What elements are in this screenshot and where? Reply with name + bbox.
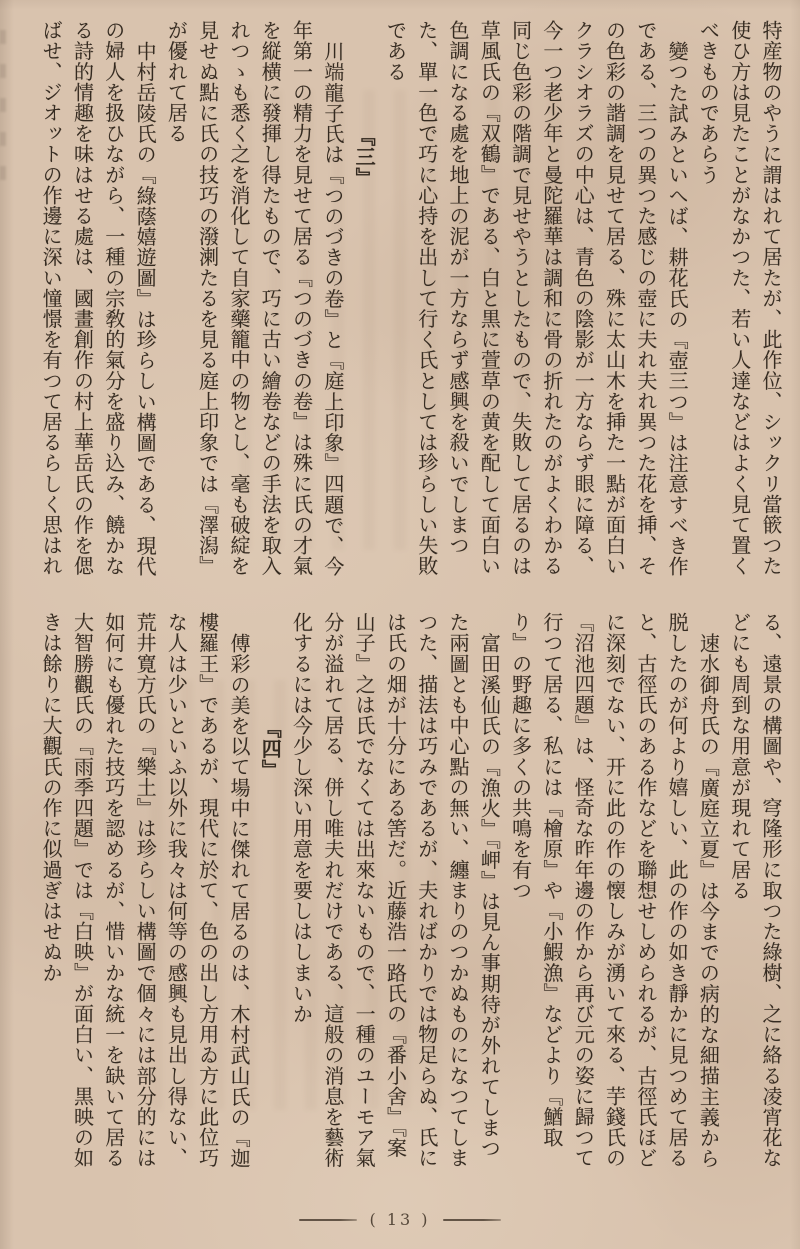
paragraph: 川端龍子氏は『つのづきの卷』と『庭上印象』四題で、今年第一の精力を見せて居る『つのづきの卷』は殊に氏の才氣を縦横に發揮し得たもので、巧に古い繪卷などの手法を取入れつゝも悉く之を消化して自家藥籠中の物とし、毫も破綻を見せぬ點に氏の技巧の潑溂たるを見る庭上印象では『澤潟』が優れて居る	[164, 20, 345, 577]
paragraph-continued: 特産物のやうに謂はれて居たが、此作位、シックリ當篏つた使ひ方は見たことがなかつた、若い人達などはよく見て置くべきものであらう	[696, 20, 783, 577]
footer-rule-right	[443, 1219, 501, 1221]
page-number: ( 13 )	[369, 1210, 431, 1229]
page-edge-ink-smudge	[0, 30, 6, 200]
section-heading-three: 『三』	[352, 126, 377, 188]
paragraph-continued: る、遠景の構圖や、穹隆形に取つた綠樹、之に絡る凌宵花などにも周到な用意が現れて居る	[727, 612, 783, 1169]
paragraph: 變つた試みといへば、耕花氏の『壺三つ』は注意すべき作である、三つの異つた感じの壺に夫れ夫れ異つた花を挿、その色彩の諧調を見せて居る、殊に太山木を挿た一點が面白いクラシオラズの中心は、青色の陰影が一方ならず眼に障る、今一つ老少年と曼陀羅華は調和に骨の折れたのがよくわかる同じ色彩の階調で見せやうとしたもので、失敗して居るのは草風氏の『双鶴』である、白と黒に萱草の黄を配して面白い色調になる處を地上の泥が一方ならず感興を殺いでしまつた、單一色で巧に心持を出して行く氏としては珍らしい失敗である	[383, 20, 690, 577]
page-footer	[0, 1210, 800, 1229]
top-text-block	[35, 20, 786, 585]
section-heading-four: 『四』	[258, 718, 283, 780]
paragraph: 速水御舟氏の『廣庭立夏』は今までの病的な細描主義から脱したのが何より嬉しい、此の作の如き靜かに見つめて居ると、古徑氏のある作などを聯想せしめられるが、古徑氏ほどに深刻でない、开に此の作の懐しみが湧いて來る、芋錢氏の『沼池四題』は、怪奇な昨年邊の作から再び元の姿に歸つて行つて居る、私には『檜原』や『小鰕漁』などより『鰌取り』の野趣に多くの共鳴を有つ	[508, 612, 721, 1169]
paragraph: 傅彩の美を以て場中に傑れて居るのは、木村武山氏の『迦樓羅王』であるが、現代に於て、色の出し方用ゐ方に此位巧な人は少いといふ以外に我々は何等の感興も見出し得ない、荒井寛方氏の『樂土』は珍らしい構圖で個々には部分的には如何にも優れた技巧を認めるが、惜いかな統一を缺いて居る大智勝觀氏の『雨季四題』では『白映』が面白い、黒映の如きは餘りに大觀氏の作に似過ぎはせぬか	[39, 612, 251, 1169]
paragraph: 富田溪仙氏の『漁火』『岬』は見ん事期待が外れてしまつた兩圖とも中心點の無い、纏まりのつかぬものになつてしまつた、描法は巧みであるが、夫ればかりでは物足らぬ、氏には氏の畑が十分にある筈だ。近藤浩一路氏の『番小舍』『案山子』之は氏でなくては出來ないもので、一種のユーモア氣分が溢れて居る、併し唯夫れだけである、這般の消息を藝術化するには今少し深い用意を要しはしまいか	[289, 612, 502, 1169]
paragraph: 中村岳陵氏の『綠蔭嬉遊圖』は珍らしい構圖である、現代の婦人を扱ひながら、一種の宗敎的氣分を盛り込み、饒かなる詩的情趣を味はせる處は、國畫創作の村上華岳氏の作を偲ばせ、ジオットの作邊に深い憧憬を有つて居るらしく思はれ	[39, 20, 158, 577]
bottom-text-block	[35, 612, 786, 1177]
footer-rule-left	[299, 1219, 357, 1221]
